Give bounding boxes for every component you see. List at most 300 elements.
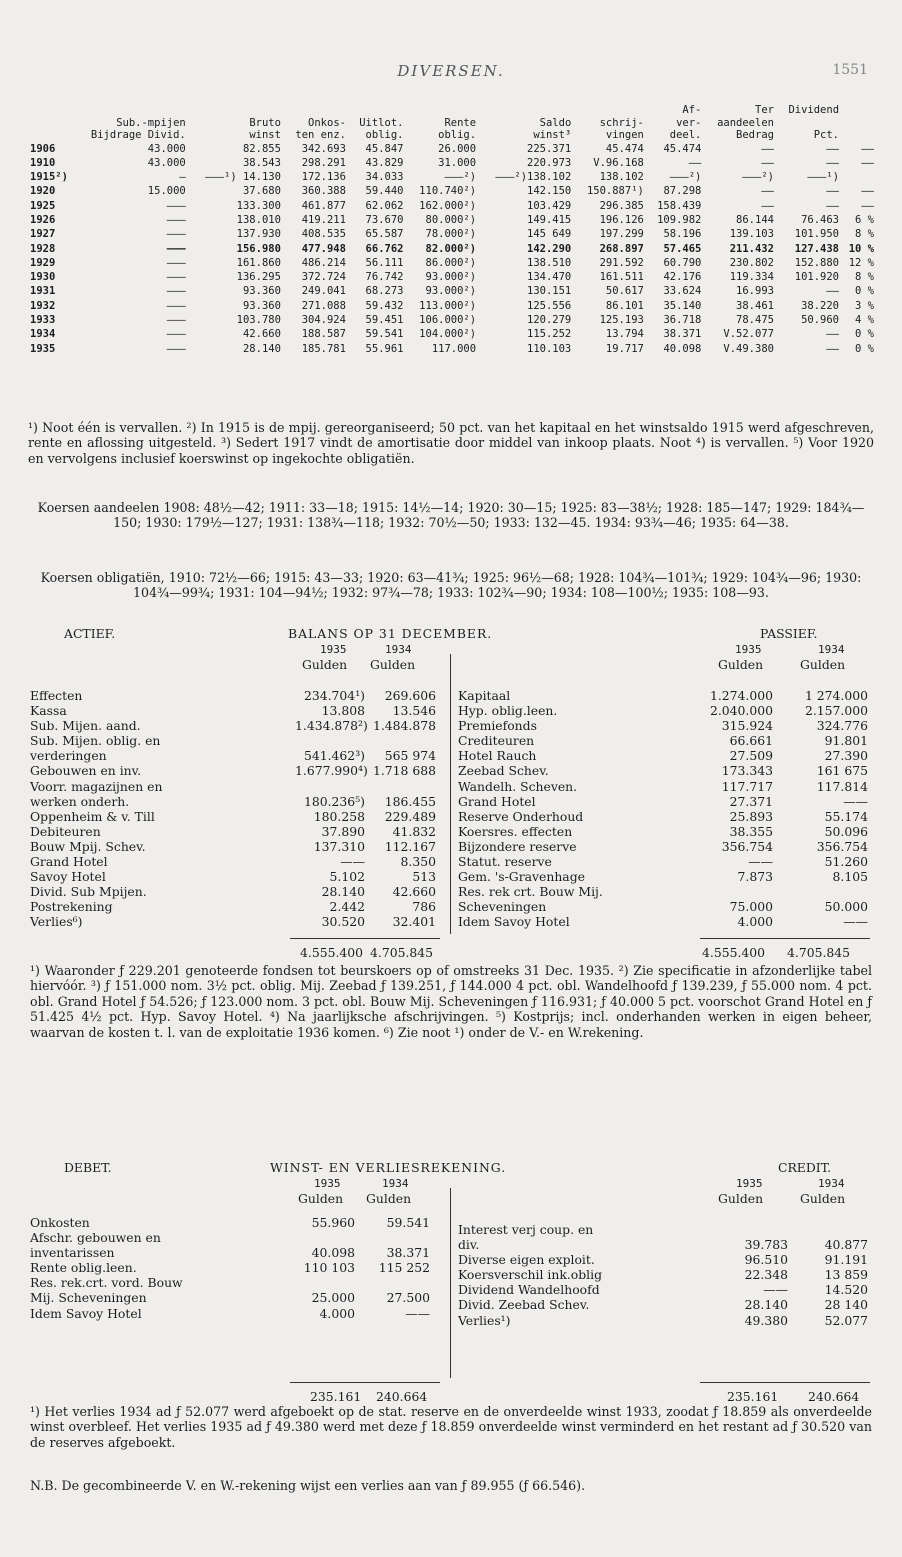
ledger-value-1935: 173.343 <box>721 763 773 779</box>
table-cell: 0 % <box>855 328 874 341</box>
table-cell: 86.144 <box>736 213 774 226</box>
table-cell: 477.948 <box>301 242 346 255</box>
table-cell: 31.000 <box>438 156 477 169</box>
table-cell: ——— <box>166 256 186 269</box>
ledger-row <box>458 1237 872 1252</box>
table-row <box>28 156 876 170</box>
ledger-label: Res. rek crt. Bouw Mij. <box>458 884 603 900</box>
ledger-label: Crediteuren <box>458 733 535 749</box>
table-cell: 82.855 <box>242 142 281 155</box>
table-cell: 0 % <box>855 285 874 298</box>
ledger-label: Bijzondere reserve <box>458 838 577 854</box>
table-cell: ——— <box>166 285 186 298</box>
ledger-value-1934: —— <box>405 1305 430 1321</box>
ledger-value-1935: 5.102 <box>329 869 365 885</box>
column-header: winst³ <box>533 129 572 141</box>
ledger-value-1934: 186.455 <box>384 793 436 809</box>
table-cell: 110.740²) <box>419 185 477 198</box>
table-cell: —— <box>826 142 840 155</box>
column-header <box>188 104 283 117</box>
ledger-value-1934: 91.191 <box>824 1252 868 1268</box>
ledger-value-1935: 2.040.000 <box>709 703 773 719</box>
table-cell: 34.033 <box>365 171 404 184</box>
ledger-row <box>30 733 440 748</box>
table-cell: 57.465 <box>663 242 702 255</box>
ledger-value-1934: 42.660 <box>392 884 436 900</box>
ledger-value-1935: —— <box>340 854 365 870</box>
table-cell: 196.126 <box>599 213 644 226</box>
table-cell: 138.102 <box>599 171 644 184</box>
row-year: 1906 <box>30 142 56 155</box>
ledger-row <box>30 1215 440 1230</box>
ledger-label: werken onderh. <box>30 793 130 809</box>
ledger-row <box>30 839 440 854</box>
ledger-value-1935: 2.442 <box>329 899 365 915</box>
ledger-value-1935: 37.890 <box>321 823 365 839</box>
table-cell: 137.930 <box>236 228 281 241</box>
table-cell: —— <box>861 185 874 198</box>
ledger-value-1935: 13.808 <box>321 703 365 719</box>
table-cell: 103.780 <box>236 314 281 327</box>
ledger-label: Divid. Zeebad Schev. <box>458 1297 590 1313</box>
table-cell: 408.535 <box>301 228 346 241</box>
column-header <box>776 117 841 130</box>
table-cell: 158.439 <box>657 199 702 212</box>
table-cell: 139.103 <box>729 228 774 241</box>
table-cell: 93.000²) <box>425 285 477 298</box>
ledger-row <box>30 748 440 763</box>
table-cell: 43.829 <box>365 156 404 169</box>
table-cell: 150.887¹) <box>586 185 644 198</box>
column-header: deel. <box>669 129 702 141</box>
table-cell: 45.474 <box>663 142 702 155</box>
column-header: Dividend <box>788 104 840 116</box>
table-cell: 93.000²) <box>425 271 477 284</box>
ledger-value-1934: 115 252 <box>378 1260 430 1276</box>
ledger-label: Statut. reserve <box>458 854 552 870</box>
column-header <box>28 104 70 117</box>
table-row <box>28 327 876 341</box>
table-cell: 113.000²) <box>419 299 477 312</box>
table-cell: 59.451 <box>365 314 404 327</box>
table-cell: —— <box>826 185 840 198</box>
ledger-label: Hotel Rauch <box>458 748 537 764</box>
debet-list <box>30 1215 440 1321</box>
ledger-row <box>458 884 872 899</box>
koersen-obligatien: Koersen obligatiën, 1910: 72½—66; 1915: 43—33; 1920: 63—41¾; 1925: 96½—68; 1928: 104¾—101¾; 1929: 104¾—96; 1930: 104¾—99¾; 1931: 104—94½; 1932: 97¾—78; 1933: 102¾—90; 1934: 108—100½; 1935: 108—93. <box>40 570 862 601</box>
ledger-label: Diverse eigen exploit. <box>458 1252 595 1268</box>
ledger-value-1934: 1.718 688 <box>372 763 436 779</box>
ledger-value-1934: 40.877 <box>824 1237 868 1253</box>
column-header: vingen <box>605 129 644 141</box>
ledger-label: Interest verj coup. en <box>458 1222 594 1237</box>
table-row <box>28 256 876 270</box>
credit-unit-1935: Gulden <box>718 1191 764 1206</box>
debet-unit-1934: Gulden <box>366 1191 412 1206</box>
ledger-label: Grand Hotel <box>458 793 536 809</box>
table-cell: ———²) <box>669 171 702 184</box>
column-header: Rente <box>444 116 477 129</box>
table-cell: 225.371 <box>527 142 572 155</box>
ledger-label: Sub. Mijen. aand. <box>30 718 141 734</box>
column-header <box>70 104 188 117</box>
ledger-row <box>30 1245 440 1260</box>
column-header: Uitlot. <box>359 116 404 129</box>
ledger-label: Idem Savoy Hotel <box>458 914 570 930</box>
table-cell: 138.510 <box>527 256 572 269</box>
ledger-value-1934: —— <box>843 793 868 809</box>
ledger-value-1934: 14.520 <box>824 1282 868 1298</box>
ledger-row <box>30 1260 440 1275</box>
ledger-row <box>30 779 440 794</box>
table-row <box>28 270 876 284</box>
table-cell: 8 % <box>855 228 874 241</box>
table-cell: ———¹) <box>807 171 840 184</box>
table-cell: 133.300 <box>236 199 281 212</box>
table-cell: 86.101 <box>605 299 644 312</box>
credit-list <box>458 1222 872 1328</box>
page-number: 1551 <box>832 62 868 78</box>
ledger-row <box>458 1313 872 1328</box>
table-cell: 59.541 <box>365 328 404 341</box>
table-row <box>28 342 876 356</box>
table-cell: 188.587 <box>301 328 346 341</box>
ledger-label: Zeebad Schev. <box>458 763 549 779</box>
ledger-row <box>30 718 440 733</box>
table-cell: ——— <box>166 242 186 255</box>
passief-label: PASSIEF. <box>760 626 818 641</box>
table-cell: 149.415 <box>527 213 572 226</box>
table-cell: ———²) <box>742 171 774 184</box>
table-cell: 45.847 <box>365 142 404 155</box>
table-cell: 486.214 <box>301 256 346 269</box>
ledger-label: Res. rek.crt. vord. Bouw <box>30 1275 183 1291</box>
ledger-value-1935: 4.000 <box>737 914 773 930</box>
ledger-value-1934: 2.157.000 <box>804 703 868 719</box>
table-cell: 145 649 <box>527 228 572 241</box>
table-cell: 15.000 <box>147 185 186 198</box>
actief-unit-1935: Gulden <box>302 657 348 672</box>
ledger-label: Grand Hotel <box>30 854 108 870</box>
table-cell: 115.252 <box>527 328 572 341</box>
passief-year-1935: 1935 <box>735 643 762 656</box>
column-header: oblig. <box>365 129 404 141</box>
actief-unit-1934: Gulden <box>370 657 416 672</box>
table-cell: 161.860 <box>236 256 281 269</box>
row-year: 1920 <box>30 185 56 198</box>
table-cell: 103.429 <box>527 199 572 212</box>
dividend-history-table <box>28 104 876 356</box>
table-cell: 211.432 <box>729 242 774 255</box>
table-header-row <box>28 104 876 117</box>
ledger-value-1935: 25.893 <box>729 808 773 824</box>
row-year: 1932 <box>30 299 56 312</box>
ledger-value-1935: 27.509 <box>729 748 773 764</box>
table-cell: 40.098 <box>663 342 702 355</box>
table-cell: —— <box>826 342 840 355</box>
ledger-value-1935: 180.236⁵) <box>303 793 365 809</box>
table-cell: 101.950 <box>794 228 840 241</box>
table-cell: — <box>179 171 186 184</box>
row-year: 1926 <box>30 213 56 226</box>
table-footnotes: ¹) Noot één is vervallen. ²) In 1915 is de mpij. gereorganiseerd; 50 pct. van het kapitaal en het winstsaldo 1915 werd afgeschreven, rente en aflossing uitgesteld. ³) Sedert 1917 vindt de amortisatie door middel van inkoop plaats. Noot ⁴) is vervallen. ⁵) Voor 1920 en vervolgens inclusief koerswinst op ingekochte obligatiën. <box>28 420 874 466</box>
debet-unit-1935: Gulden <box>298 1191 344 1206</box>
ledger-label: Gem. 's-Gravenhage <box>458 869 585 885</box>
table-cell: 55.961 <box>365 342 404 355</box>
table-cell: 156.980 <box>236 242 281 255</box>
table-row <box>28 313 876 327</box>
passief-unit-1934: Gulden <box>800 657 846 672</box>
table-row <box>28 299 876 313</box>
ledger-label: Bouw Mpij. Schev. <box>30 838 146 854</box>
table-cell: —— <box>761 156 774 169</box>
ledger-label: Premiefonds <box>458 718 537 734</box>
ledger-value-1934: 1.484.878 <box>372 718 436 734</box>
balance-footnotes: ¹) Waaronder ƒ 229.201 genoteerde fondsen tot beurskoers op of omstreeks 31 Dec. 1935. ²) Zie specificatie in afzonderlijke tabel hiervóór. ³) ƒ 151.000 nom. 3½ pct. oblig. Mij. Zeebad ƒ 139.251, ƒ 144.000 4 pct. obl. Wandelhoofd ƒ 139.239, ƒ 55.000 nom. 4 pct. obl. Grand Hotel ƒ 54.526; ƒ 123.000 nom. 3 pct. obl. Bouw Mij. Scheveningen ƒ 116.931; ƒ 40.000 5 pct. voorschot Grand Hotel en ƒ 51.425 4½ pct. Hyp. Savoy Hotel. ⁴) Na jaarlijksche afschrijvingen. ⁵) Kostprijs; incl. onderhanden werken in eigen beheer, waarvan de kosten t. l. van de exploitatie 1936 komen. ⁶) Zie noot ¹) onder de V.- en W.rekening. <box>30 963 872 1040</box>
table-cell: ——— <box>166 299 186 312</box>
ledger-value-1935: 137.310 <box>313 838 365 854</box>
ledger-value-1935: 1.274.000 <box>709 688 773 703</box>
ledger-value-1935: 315.924 <box>721 718 773 734</box>
ledger-label: Rente oblig.leen. <box>30 1260 137 1276</box>
table-cell: 119.334 <box>729 271 774 284</box>
table-cell: 28.140 <box>242 342 281 355</box>
ledger-value-1934: 229.489 <box>384 808 436 824</box>
table-cell: ——— <box>166 199 186 212</box>
table-cell: 26.000 <box>438 142 477 155</box>
column-header <box>28 117 70 130</box>
debet-total-rule <box>290 1382 440 1383</box>
table-cell: 120.279 <box>527 314 572 327</box>
table-cell: ——— <box>166 213 186 226</box>
table-cell: 4 % <box>855 314 874 327</box>
ledger-label: Hyp. oblig.leen. <box>458 703 558 719</box>
column-header: Ter <box>755 104 774 116</box>
table-cell: 0 % <box>855 342 874 355</box>
ledger-row <box>30 1306 440 1321</box>
ledger-row <box>30 703 440 718</box>
row-year: 1927 <box>30 228 56 241</box>
ledger-value-1935: 66.661 <box>729 733 773 749</box>
ledger-label: Kassa <box>30 703 67 719</box>
column-header: Onkos- <box>308 116 346 129</box>
ledger-value-1934: 8.105 <box>832 869 868 885</box>
credit-unit-1934: Gulden <box>800 1191 846 1206</box>
row-year: 1931 <box>30 285 56 298</box>
table-cell: 12 % <box>848 256 874 269</box>
column-header: Bijdrage Divid. <box>90 129 186 141</box>
ledger-value-1934: 1 274.000 <box>804 688 868 703</box>
ledger-value-1934: 269.606 <box>384 688 436 703</box>
ledger-row <box>30 1275 440 1290</box>
table-cell: 8 % <box>855 271 874 284</box>
table-cell: 38.461 <box>736 299 774 312</box>
ledger-value-1935: 27.371 <box>729 793 773 809</box>
debet-total-1934: 240.664 <box>376 1389 428 1404</box>
table-cell: 298.291 <box>301 156 346 169</box>
table-cell: V.49.380 <box>723 342 774 355</box>
ledger-row <box>458 794 872 809</box>
table-cell: 38.371 <box>663 328 702 341</box>
table-cell: V.96.168 <box>593 156 644 169</box>
row-year: 1935 <box>30 342 56 355</box>
table-cell: 43.000 <box>147 142 186 155</box>
column-header: oblig. <box>438 129 477 141</box>
column-header <box>573 104 646 117</box>
ledger-label: Gebouwen en inv. <box>30 763 142 779</box>
table-cell: —— <box>861 142 874 155</box>
table-cell: —— <box>826 199 840 212</box>
ledger-value-1935: 28.140 <box>321 884 365 900</box>
table-cell: 65.587 <box>365 228 404 241</box>
ledger-row <box>458 809 872 824</box>
ledger-row <box>458 824 872 839</box>
table-cell: 162.000²) <box>419 199 477 212</box>
ledger-row <box>458 688 872 703</box>
column-header: Sub.-mpijen <box>116 116 186 129</box>
ledger-value-1934: 565 974 <box>384 748 436 764</box>
table-cell: 33.624 <box>663 285 702 298</box>
table-cell: 461.877 <box>301 199 346 212</box>
ledger-value-1934: 786 <box>412 899 436 915</box>
table-cell: 130.151 <box>527 285 572 298</box>
table-cell: 58.196 <box>663 228 702 241</box>
ledger-value-1934: 28 140 <box>824 1297 868 1313</box>
ledger-label: inventarissen <box>30 1245 115 1261</box>
actief-label: ACTIEF. <box>64 626 116 641</box>
table-cell: ———²) <box>444 171 477 184</box>
table-cell: 50.960 <box>801 314 840 327</box>
table-row <box>28 227 876 241</box>
ledger-value-1934: 13 859 <box>824 1267 868 1283</box>
table-row <box>28 242 876 256</box>
ledger-label: Voorr. magazijnen en <box>30 778 163 794</box>
row-year: 1925 <box>30 199 56 212</box>
table-cell: 62.062 <box>365 199 404 212</box>
ledger-row <box>30 824 440 839</box>
table-cell: 304.924 <box>301 314 346 327</box>
passief-unit-1935: Gulden <box>718 657 764 672</box>
ledger-value-1935: 1.677.990⁴) <box>295 763 368 779</box>
table-cell: 59.440 <box>365 185 404 198</box>
column-header <box>478 104 573 117</box>
table-cell: 93.360 <box>242 299 281 312</box>
ledger-value-1935: 28.140 <box>744 1297 788 1313</box>
table-cell: ———²)138.102 <box>495 171 572 184</box>
ledger-value-1934: 27.390 <box>824 748 868 764</box>
table-cell: 109.982 <box>657 213 702 226</box>
actief-total-rule <box>290 938 440 939</box>
ledger-row <box>30 688 440 703</box>
ledger-value-1934: 356.754 <box>816 838 868 854</box>
ledger-value-1935: 96.510 <box>744 1252 788 1268</box>
table-cell: 82.000²) <box>425 242 477 255</box>
ledger-value-1935: 541.462³) <box>303 748 365 764</box>
table-cell: —— <box>761 199 774 212</box>
table-cell: 197.299 <box>599 228 644 241</box>
credit-total-rule <box>700 1382 870 1383</box>
ledger-row <box>458 763 872 778</box>
ledger-value-1934: 41.832 <box>392 823 436 839</box>
ledger-value-1935: 356.754 <box>721 838 773 854</box>
table-cell: —— <box>861 199 874 212</box>
ledger-value-1935: 234.704¹) <box>303 688 365 703</box>
table-cell: 66.762 <box>365 242 404 255</box>
column-header <box>405 104 478 117</box>
table-cell: 3 % <box>855 299 874 312</box>
actief-total-1934: 4.705.845 <box>370 945 434 960</box>
table-row <box>28 142 876 156</box>
table-cell: 10 % <box>848 242 874 255</box>
ledger-value-1935: 22.348 <box>744 1267 788 1283</box>
ledger-row <box>30 794 440 809</box>
table-cell: 249.041 <box>301 285 346 298</box>
table-cell: 60.790 <box>663 256 702 269</box>
table-cell: 360.388 <box>301 185 346 198</box>
column-header: winst <box>249 129 281 141</box>
ledger-label: Onkosten <box>30 1215 90 1230</box>
table-row <box>28 199 876 213</box>
ledger-value-1935: 4.000 <box>319 1305 355 1321</box>
row-year: 1934 <box>30 328 56 341</box>
table-cell: 80.000²) <box>425 213 477 226</box>
ledger-row <box>458 839 872 854</box>
table-cell: 172.136 <box>301 171 346 184</box>
debet-year-1934: 1934 <box>382 1177 409 1190</box>
ledger-row <box>458 1282 872 1297</box>
ledger-value-1935: 110 103 <box>303 1260 355 1276</box>
table-cell: 38.220 <box>801 299 840 312</box>
passief-total-1934: 4.705.845 <box>787 945 851 960</box>
credit-year-1934: 1934 <box>818 1177 845 1190</box>
table-row <box>28 213 876 227</box>
ledger-value-1934: —— <box>843 914 868 930</box>
table-cell: —— <box>826 156 840 169</box>
ledger-label: Verlies⁶) <box>30 914 83 930</box>
table-cell: 136.295 <box>236 271 281 284</box>
table-cell: 117.000 <box>431 342 477 355</box>
table-cell: 43.000 <box>147 156 186 169</box>
debet-year-1935: 1935 <box>314 1177 341 1190</box>
table-cell: —— <box>861 156 874 169</box>
table-cell: —— <box>761 185 774 198</box>
column-header: Bedrag <box>736 129 774 141</box>
ledger-label: Verlies¹) <box>458 1312 511 1328</box>
balance-divider <box>450 654 451 934</box>
table-cell: —— <box>761 142 774 155</box>
debet-total-1935: 235.161 <box>310 1389 362 1404</box>
row-year: 1910 <box>30 156 56 169</box>
ledger-row <box>30 869 440 884</box>
ledger-row <box>458 779 872 794</box>
ledger-label: Postrekening <box>30 899 113 915</box>
table-cell: 161.511 <box>599 271 644 284</box>
ledger-value-1934: 55.174 <box>824 808 868 824</box>
table-cell: 127.438 <box>794 242 840 255</box>
ledger-value-1935: 49.380 <box>744 1312 788 1328</box>
ledger-value-1935: 1.434.878²) <box>295 718 368 734</box>
debet-label: DEBET. <box>64 1160 112 1175</box>
table-cell: 16.993 <box>736 285 774 298</box>
table-cell: 142.290 <box>527 242 572 255</box>
ledger-row <box>458 1222 872 1237</box>
ledger-row <box>458 914 872 929</box>
actief-year-1934: 1934 <box>385 643 412 656</box>
credit-total-1934: 240.664 <box>808 1389 860 1404</box>
table-cell: 37.680 <box>242 185 281 198</box>
table-cell: 87.298 <box>663 185 702 198</box>
table-cell: 134.470 <box>527 271 572 284</box>
